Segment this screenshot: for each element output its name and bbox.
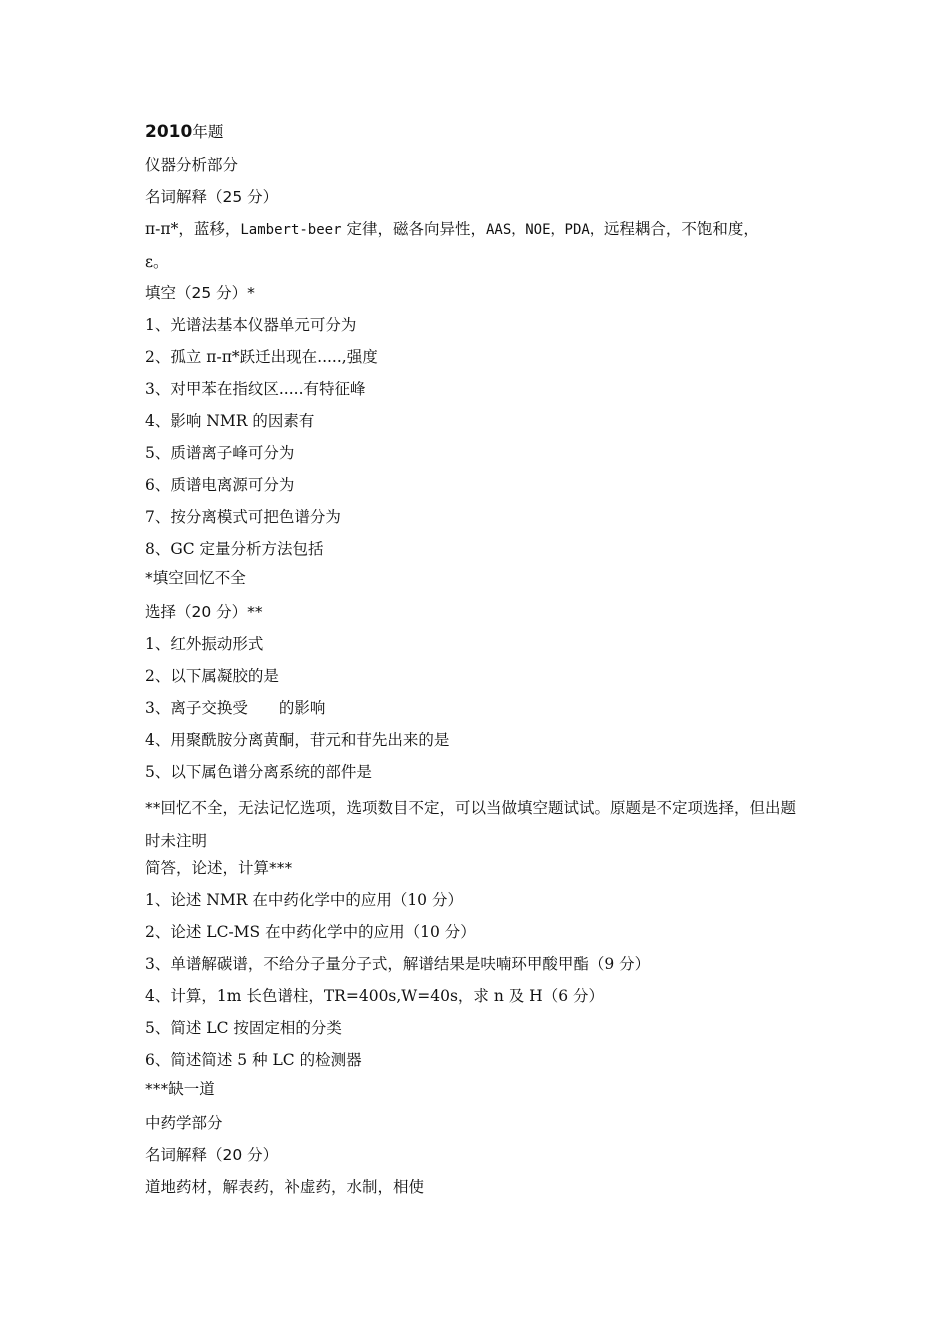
essay-heading: 简答，论述，计算***: [145, 859, 293, 877]
fill-item: 2、孤立 π-π*跃迁出现在.....,强度: [145, 348, 378, 366]
fill-item: 5、质谱离子峰可分为: [145, 444, 295, 462]
fill-item: 4、影响 NMR 的因素有: [145, 412, 315, 430]
terms-part: Lambert-beer: [240, 222, 342, 238]
essay-item: 6、简述简述 5 种 LC 的检测器: [145, 1051, 362, 1069]
terms2-list: 道地药材，解表药，补虚药，水制，相使: [145, 1178, 425, 1196]
section-heading-instrumental-analysis: 仪器分析部分: [145, 156, 239, 174]
terms-heading: 名词解释（25 分）: [145, 188, 279, 206]
fill-in-heading: 填空（25 分）*: [145, 284, 255, 302]
terms-part: π-π*，蓝移，: [145, 220, 241, 238]
fill-item: 3、对甲苯在指纹区.....有特征峰: [145, 380, 366, 398]
essay-item: 5、简述 LC 按固定相的分类: [145, 1019, 342, 1037]
choice-item: 1、红外振动形式: [145, 635, 264, 653]
terms-part: 定律，磁各向异性，: [341, 220, 486, 238]
doc-title-year: 2010: [145, 122, 193, 142]
fill-item: 6、质谱电离源可分为: [145, 476, 295, 494]
choice-item: 3、离子交换受 的影响: [145, 699, 326, 717]
choice-note: **回忆不全，无法记忆选项，选项数目不定，可以当做填空题试试。原题是不定项选择，但出题时未注明: [145, 799, 797, 850]
essay-item: 3、单谱解碳谱，不给分子量分子式，解谱结果是呋喃环甲酸甲酯（9 分）: [145, 955, 651, 973]
fill-item: 7、按分离模式可把色谱分为: [145, 508, 341, 526]
terms-list-line2: ε。: [145, 253, 169, 271]
terms-part: AAS，NOE，PDA，: [485, 222, 604, 238]
doc-title-rest: 年题: [192, 123, 224, 141]
choice-item: 5、以下属色谱分离系统的部件是: [145, 763, 372, 781]
fill-item: 8、GC 定量分析方法包括: [145, 540, 324, 558]
doc-title: [145, 122, 825, 142]
fill-item: 1、光谱法基本仪器单元可分为: [145, 316, 357, 334]
terms2-heading: 名词解释（20 分）: [145, 1146, 279, 1164]
terms-list-line1: [145, 219, 825, 240]
essay-item: 1、论述 NMR 在中药化学中的应用（10 分）: [145, 891, 463, 909]
essay-note: ***缺一道: [145, 1080, 215, 1098]
choice-item: 2、以下属凝胶的是: [145, 667, 279, 685]
fill-note: *填空回忆不全: [145, 569, 246, 587]
essay-item: 2、论述 LC-MS 在中药化学中的应用（10 分）: [145, 923, 476, 941]
terms-part: 远程耦合，不饱和度，: [603, 220, 759, 238]
essay-item: 4、计算，1m 长色谱柱，TR=400s,W=40s，求 n 及 H（6 分）: [145, 987, 604, 1005]
choice-item: 4、用聚酰胺分离黄酮，苷元和苷先出来的是: [145, 731, 450, 749]
section-heading-chinese-medicine: 中药学部分: [145, 1114, 223, 1132]
choice-heading: 选择（20 分）**: [145, 603, 263, 621]
